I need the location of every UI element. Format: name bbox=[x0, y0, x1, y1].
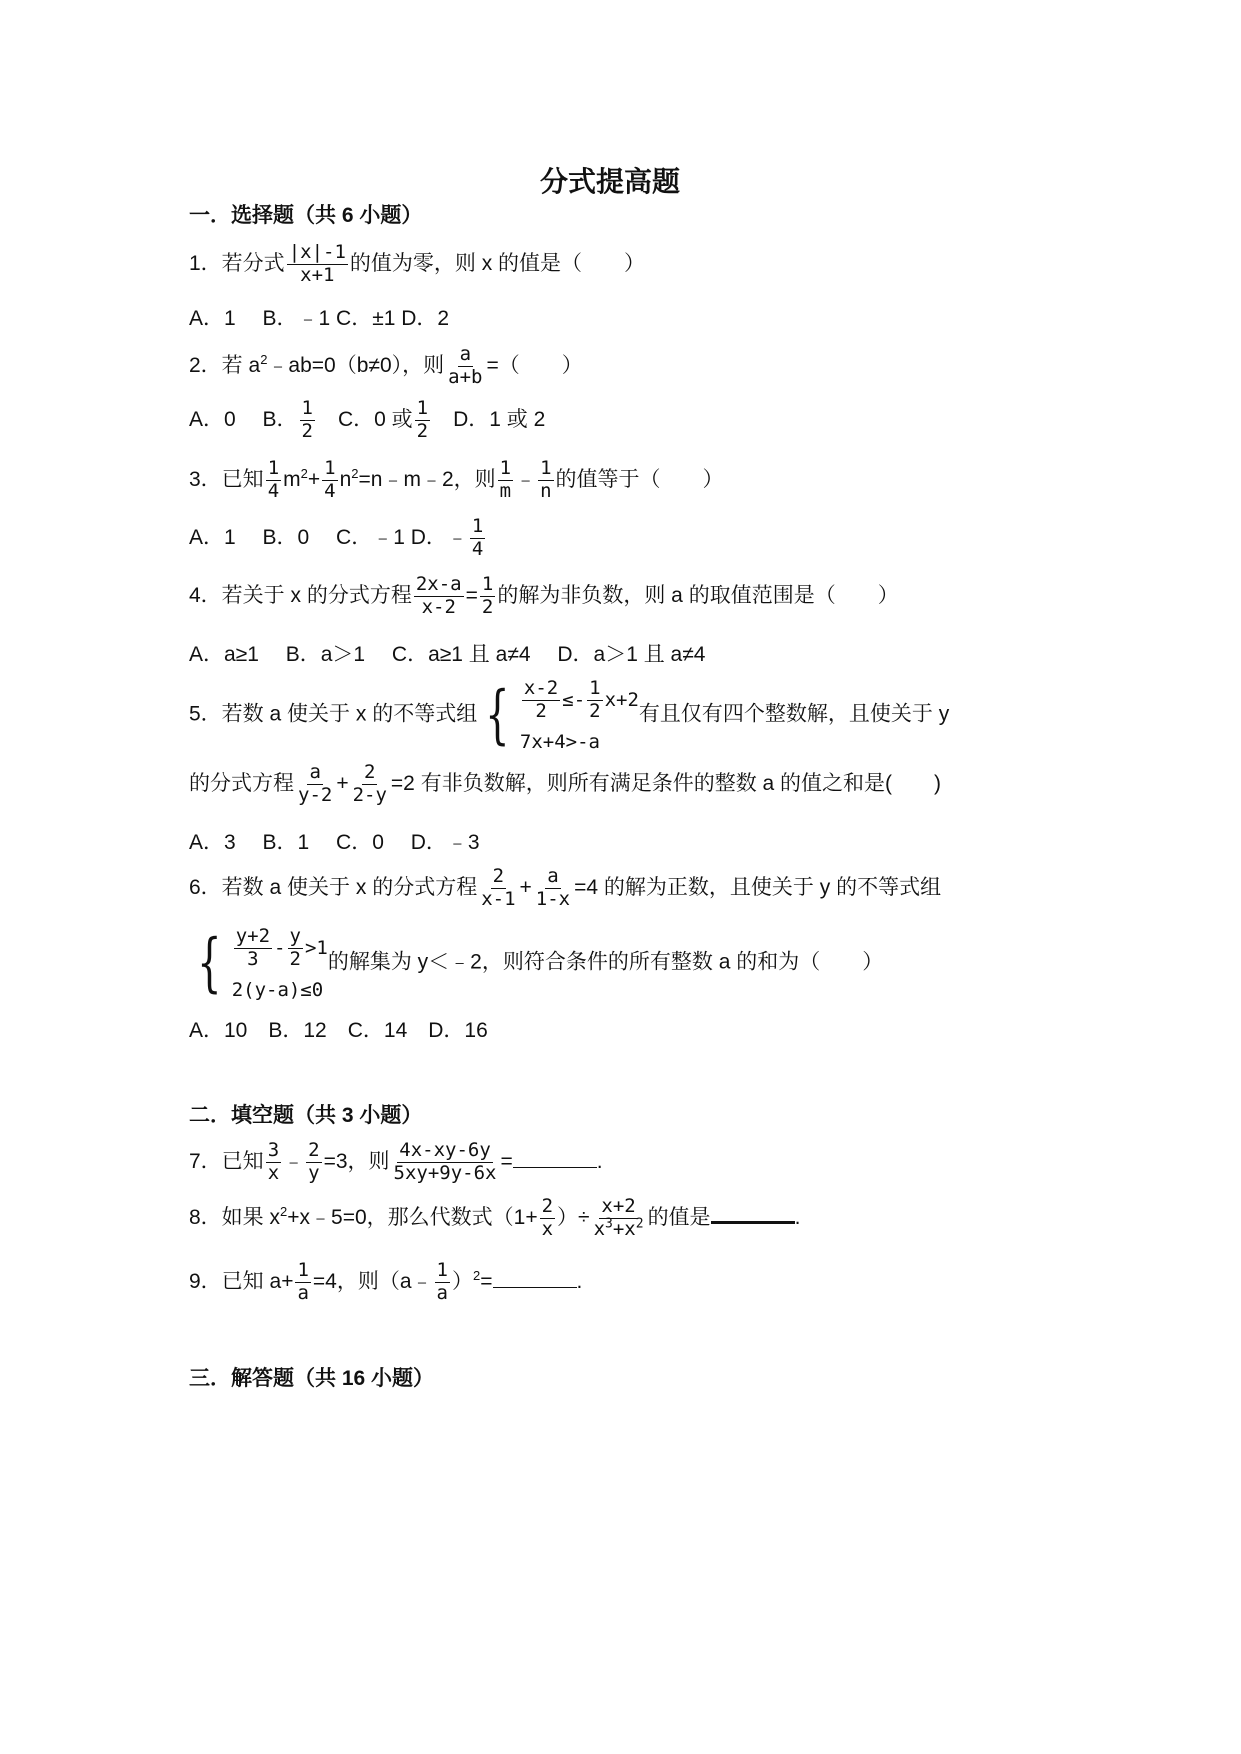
fraction: $\frac{2}{x-1}$ bbox=[481, 865, 516, 910]
fraction: $\frac{2x-a}{x-2}$ bbox=[415, 573, 462, 618]
answer-blank[interactable] bbox=[513, 1149, 597, 1168]
question-4-options: A．a≥1 B．a＞1 C．a≥1 且 a≠4 D．a＞1 且 a≠4 bbox=[189, 643, 706, 666]
fraction: $\frac{2}{x}$ bbox=[541, 1195, 554, 1240]
fraction: $\frac{3}{x}$ bbox=[267, 1139, 280, 1184]
question-5: 5．若数 a 使关于 x 的不等式组 { $\frac{x-2}{2}$ ≤- $\frac{1}{2}$ x+2 7x+4>-a 有且仅有四个整数解，且使关于 y bbox=[189, 677, 950, 753]
fraction: $\frac{a}{1-x}$ bbox=[535, 865, 571, 910]
fraction: $\frac{y}{2}$ bbox=[289, 925, 301, 970]
fraction: $\frac{x-2}{2}$ bbox=[523, 677, 559, 722]
fraction: $\frac{1}{2}$ bbox=[416, 397, 429, 442]
question-4: 4．若关于 x 的分式方程 $\frac{2x-a}{x-2}$ = $\frac{1}{2}$ 的解为非负数，则 a 的取值范围是（ ） bbox=[189, 573, 899, 618]
fraction: $\frac{1}{4}$ bbox=[471, 515, 484, 560]
page-title: 分式提高题 bbox=[540, 165, 681, 198]
fraction: $\frac{1}{4}$ bbox=[267, 457, 280, 502]
inequality-system: { $\frac{y+2}{3}$ - $\frac{y}{2}$ >1 2(y-a)≤0 bbox=[197, 925, 328, 1001]
section-heading-choice: 一．选择题（共 6 小题） bbox=[189, 204, 423, 227]
fraction: $\frac{1}{a}$ bbox=[297, 1259, 309, 1304]
question-5-options: A．3 B．1 C．0 D．﹣3 bbox=[189, 831, 480, 854]
question-7: 7．已知 $\frac{3}{x}$ ﹣ $\frac{2}{y}$ =3，则 $\frac{4x-xy-6y}{5xy+9y-6x}$ = . bbox=[189, 1139, 603, 1184]
fraction: $\frac{1}{m}$ bbox=[499, 457, 512, 502]
fraction: $\frac{2}{y}$ bbox=[308, 1139, 320, 1184]
section-heading-fill: 二．填空题（共 3 小题） bbox=[189, 1104, 423, 1127]
answer-blank[interactable] bbox=[493, 1269, 577, 1288]
question-2: 2．若 $a^2﹣ab=0(b\ne 0)$，则 $\frac{a}{a+b}$ =（ ） bbox=[189, 343, 583, 388]
question-9: 9．已知 a+ $\frac{1}{a}$ =4，则（a﹣ $\frac{1}{a}$ ）$^2$= . bbox=[189, 1259, 583, 1304]
question-8: 8．如果 $x^2+x﹣5=0$，那么代数式（1+ $\frac{2}{x}$ ）÷ $\frac{x+2}{x^3+x^2}$ 的值是 . bbox=[189, 1195, 801, 1240]
question-6-line-2: { $\frac{y+2}{3}$ - $\frac{y}{2}$ >1 2(y-a)≤0 的解集为 y＜﹣2，则符合条件的所有整数 a 的和为（ ） bbox=[189, 926, 883, 1000]
question-1-options: A．1 B．﹣1 C．±1 D．2 bbox=[189, 307, 450, 330]
question-3-options: A．1 B．0 C．﹣1 D．﹣ $\frac{1}{4}$ bbox=[189, 515, 484, 560]
fraction: $\frac{x+2}{x^3+x^2}$ bbox=[593, 1195, 644, 1240]
question-3: 3．已知 $\frac{1}{4}$ $m^2+$ $\frac{1}{4}$ $n^2=n﹣m﹣2$，则 $\frac{1}{m}$ ﹣ $\frac{1}{n}$ 的值等于（ ） bbox=[189, 457, 724, 502]
fraction: $\frac{4x-xy-6y}{5xy+9y-6x}$ bbox=[393, 1139, 497, 1184]
section-heading-answer: 三．解答题（共 16 小题） bbox=[189, 1367, 435, 1390]
question-2-options: A．0 B． $\frac{1}{2}$ C．0 或 $\frac{1}{2}$ D．1 或 2 bbox=[189, 397, 546, 442]
fraction: $\frac{1}{4}$ bbox=[324, 457, 336, 502]
fraction: $\frac{2}{2-y}$ bbox=[352, 761, 387, 806]
inequality-system: { $\frac{x-2}{2}$ ≤- $\frac{1}{2}$ x+2 7x+4>-a bbox=[485, 677, 639, 753]
question-6-options: A．10 B．12 C．14 D．16 bbox=[189, 1019, 488, 1042]
question-1: 1．若分式 $\frac{|x|-1}{x+1}$ 的值为零，则 x 的值是（ ） bbox=[189, 241, 646, 286]
question-5-line-2: 的分式方程 $\frac{a}{y-2}$ + $\frac{2}{2-y}$ =2 有非负数解，则所有满足条件的整数 a 的值之和是( ) bbox=[189, 761, 942, 806]
fraction: $\frac{1}{2}$ bbox=[589, 677, 601, 722]
answer-blank[interactable] bbox=[711, 1203, 795, 1224]
fraction: $\frac{1}{2}$ bbox=[301, 397, 313, 442]
fraction: $\frac{1}{a}$ bbox=[436, 1259, 448, 1304]
fraction: $\frac{|x|-1}{x+1}$ bbox=[288, 241, 346, 286]
fraction: $\frac{y+2}{3}$ bbox=[235, 925, 271, 970]
fraction: $\frac{1}{2}$ bbox=[481, 573, 494, 618]
fraction: $\frac{1}{n}$ bbox=[540, 457, 552, 502]
fraction: $\frac{a}{y-2}$ bbox=[298, 761, 333, 806]
question-6: 6．若数 a 使关于 x 的分式方程 $\frac{2}{x-1}$ + $\frac{a}{1-x}$ =4 的解为正数，且使关于 y 的不等式组 bbox=[189, 865, 942, 910]
fraction: $\frac{a}{a+b}$ bbox=[448, 343, 483, 388]
